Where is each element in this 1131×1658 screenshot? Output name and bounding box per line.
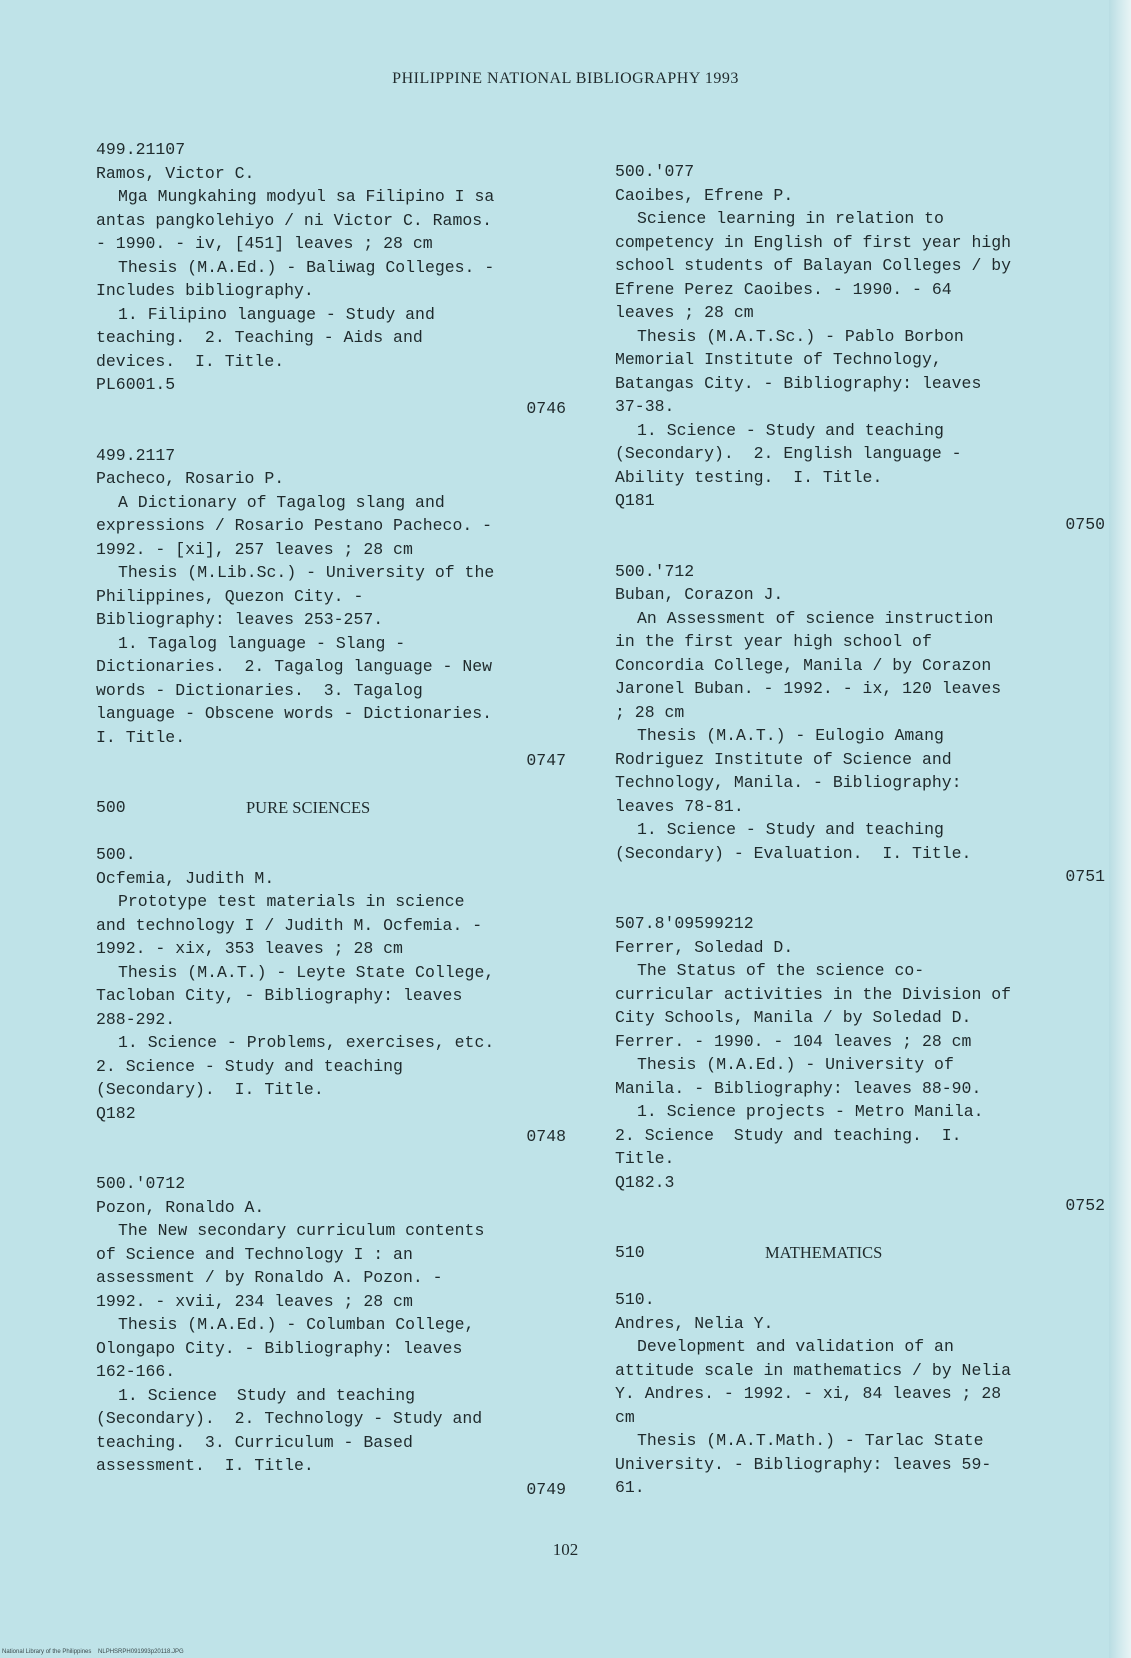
bibliography-line: Thesis (M.A.Ed.) - Columban College, xyxy=(118,1315,475,1334)
bibliography-line: Title. xyxy=(615,1149,675,1168)
bibliography-line: Jaronel Buban. - 1992. - ix, 120 leaves xyxy=(615,679,1002,698)
bibliography-line: 1992. - xvii, 234 leaves ; 28 cm xyxy=(96,1291,413,1311)
bibliography-line: 2. Science Study and teaching. I. xyxy=(615,1125,962,1145)
bibliography-line: Q181 xyxy=(615,491,655,510)
bibliography-line: 1. Science - Study and teaching xyxy=(637,820,944,839)
spacer xyxy=(615,1218,1105,1242)
bibliography-line: Thesis (M.A.Ed.) - University of xyxy=(637,1055,954,1074)
section-title: PURE SCIENCES xyxy=(246,798,371,817)
bibliography-line: attitude scale in mathematics / by Nelia xyxy=(615,1360,1012,1380)
bibliography-line: 1. Science - Study and teaching xyxy=(637,420,944,440)
bibliography-line: Ocfemia, Judith M. xyxy=(96,868,275,888)
running-head: PHILIPPINE NATIONAL BIBLIOGRAPHY 1993 xyxy=(392,70,739,87)
bibliography-line: antas pangkolehiyo / ni Victor C. Ramos. xyxy=(96,210,493,230)
bibliography-line: Pozon, Ronaldo A. xyxy=(96,1197,265,1217)
bibliography-line: Dictionaries. 2. Tagalog language - New xyxy=(96,657,493,676)
bibliography-line: and technology I / Judith M. Ocfemia. - xyxy=(96,915,483,935)
bibliography-line: Olongapo City. - Bibliography: leaves xyxy=(96,1338,463,1358)
right-column xyxy=(615,160,1105,1500)
bibliography-line: Q182 xyxy=(96,1103,136,1123)
bibliography-line: Thesis (M.A.T.Sc.) - Pablo Borbon xyxy=(637,326,964,346)
bibliography-line: Thesis (M.A.T.) - Leyte State College, xyxy=(118,962,495,982)
bibliography-line: leaves 78-81. xyxy=(615,796,744,816)
spacer xyxy=(96,820,566,844)
bibliography-line: teaching. 3. Curriculum - Based xyxy=(96,1432,413,1452)
bibliography-line: An Assessment of science instruction xyxy=(637,608,994,628)
bibliography-line: ; 28 cm xyxy=(615,702,685,722)
spacer xyxy=(96,420,566,444)
scan-footer-note: National Library of the Philippines NLPHSRPH091993p20118.JPG xyxy=(2,1649,184,1655)
left-column xyxy=(96,138,566,1501)
bibliography-line: 1992. - [xi], 257 leaves ; 28 cm xyxy=(96,539,413,559)
bibliography-line: 499.21107 xyxy=(96,140,186,159)
spacer xyxy=(615,889,1105,913)
bibliography-line: (Secondary). I. Title. xyxy=(96,1080,324,1099)
entry-number: 0747 xyxy=(526,751,566,770)
bibliography-line: Batangas City. - Bibliography: leaves xyxy=(615,373,982,393)
entry-number: 0748 xyxy=(526,1127,566,1146)
bibliography-line: 61. xyxy=(615,1478,645,1497)
entry-number: 0751 xyxy=(1065,867,1105,886)
bibliography-line: Bibliography: leaves 253-257. xyxy=(96,610,384,629)
bibliography-line: 1. Science Study and teaching xyxy=(118,1385,416,1405)
bibliography-line: The Status of the science co- xyxy=(637,961,925,980)
bibliography-line: words - Dictionaries. 3. Tagalog xyxy=(96,680,423,700)
bibliography-line: 500. xyxy=(96,845,136,864)
bibliography-line: Thesis (M.A.Ed.) - Baliwag Colleges. - xyxy=(118,257,495,277)
bibliography-line: Concordia College, Manila / by Corazon xyxy=(615,655,992,675)
bibliography-line: 1. Filipino language - Study and xyxy=(118,304,435,324)
section-heading xyxy=(96,796,566,820)
bibliography-line: 499.2117 xyxy=(96,445,176,465)
section-title: MATHEMATICS xyxy=(765,1243,883,1262)
spacer xyxy=(96,1149,566,1173)
bibliography-line: 510. xyxy=(615,1290,655,1309)
bibliography-line: Andres, Nelia Y. xyxy=(615,1313,774,1333)
bibliography-line: 288-292. xyxy=(96,1009,176,1029)
section-number: 510 xyxy=(615,1243,645,1262)
bibliography-line: Tacloban City, - Bibliography: leaves xyxy=(96,986,463,1005)
bibliography-line: Mga Mungkahing modyul sa Filipino I sa xyxy=(118,187,495,206)
bibliography-line: I. Title. xyxy=(96,727,186,747)
section-number: 500 xyxy=(96,798,126,817)
bibliography-line: Ramos, Victor C. xyxy=(96,163,255,183)
bibliography-line: assessment / by Ronaldo A. Pozon. - xyxy=(96,1268,443,1287)
bibliography-line: Memorial Institute of Technology, xyxy=(615,350,942,369)
bibliography-line: Philippines, Quezon City. - xyxy=(96,586,364,606)
bibliography-line: 1. Science - Problems, exercises, etc. xyxy=(118,1033,495,1052)
bibliography-line: (Secondary). 2. English language - xyxy=(615,444,962,463)
bibliography-line: teaching. 2. Teaching - Aids and xyxy=(96,328,423,347)
bibliography-line: - 1990. - iv, [451] leaves ; 28 cm xyxy=(96,234,433,253)
bibliography-line: Thesis (M.A.T.Math.) - Tarlac State xyxy=(637,1431,984,1450)
bibliography-line: 1. Science projects - Metro Manila. xyxy=(637,1102,984,1121)
bibliography-line: devices. I. Title. xyxy=(96,351,285,371)
bibliography-line: 162-166. xyxy=(96,1362,176,1381)
bibliography-line: A Dictionary of Tagalog slang and xyxy=(118,492,445,512)
bibliography-line: in the first year high school of xyxy=(615,632,932,651)
bibliography-line: Y. Andres. - 1992. - xi, 84 leaves ; 28 xyxy=(615,1384,1002,1403)
bibliography-line: leaves ; 28 cm xyxy=(615,303,754,322)
bibliography-line: Rodriguez Institute of Science and xyxy=(615,749,952,769)
page-edge-shadow xyxy=(1109,0,1131,1658)
entry-number: 0750 xyxy=(1065,514,1105,534)
spacer xyxy=(96,773,566,797)
bibliography-line: Efrene Perez Caoibes. - 1990. - 64 xyxy=(615,279,952,299)
spacer xyxy=(615,1265,1105,1289)
bibliography-line: 500.'0712 xyxy=(96,1174,186,1193)
bibliography-line: Prototype test materials in science xyxy=(118,892,465,911)
bibliography-line: 1. Tagalog language - Slang - xyxy=(118,633,406,653)
bibliography-line: curricular activities in the Division of xyxy=(615,984,1012,1004)
bibliography-line: Ability testing. I. Title. xyxy=(615,467,883,487)
bibliography-line: Manila. - Bibliography: leaves 88-90. xyxy=(615,1078,982,1098)
bibliography-line: Science learning in relation to xyxy=(637,209,944,228)
bibliography-line: 2. Science - Study and teaching xyxy=(96,1056,403,1076)
bibliography-line: 500.'712 xyxy=(615,561,695,581)
bibliography-line: Ferrer. - 1990. - 104 leaves ; 28 cm xyxy=(615,1031,972,1051)
spacer xyxy=(615,536,1105,560)
entry-number: 0752 xyxy=(1065,1196,1105,1215)
bibliography-line: assessment. I. Title. xyxy=(96,1456,314,1475)
bibliography-line: Pacheco, Rosario P. xyxy=(96,469,285,488)
bibliography-line: The New secondary curriculum contents xyxy=(118,1221,485,1240)
bibliography-line: University. - Bibliography: leaves 59- xyxy=(615,1454,992,1474)
bibliography-line: Thesis (M.A.T.) - Eulogio Amang xyxy=(637,726,944,745)
bibliography-line: Includes bibliography. xyxy=(96,281,314,300)
bibliography-line: expressions / Rosario Pestano Pacheco. - xyxy=(96,516,493,535)
bibliography-line: 500.'077 xyxy=(615,162,695,181)
bibliography-line: cm xyxy=(615,1407,635,1427)
bibliography-line: 507.8'09599212 xyxy=(615,914,754,933)
bibliography-line: Caoibes, Efrene P. xyxy=(615,185,794,205)
bibliography-line: of Science and Technology I : an xyxy=(96,1244,413,1264)
bibliography-line: Technology, Manila. - Bibliography: xyxy=(615,773,962,792)
bibliography-line: 37-38. xyxy=(615,397,675,416)
page-number: 102 xyxy=(552,1540,579,1559)
bibliography-line: Q182.3 xyxy=(615,1172,675,1192)
entry-number: 0749 xyxy=(526,1479,566,1499)
bibliography-line: 1992. - xix, 353 leaves ; 28 cm xyxy=(96,939,403,958)
bibliography-line: Development and validation of an xyxy=(637,1337,954,1356)
bibliography-line: (Secondary). 2. Technology - Study and xyxy=(96,1409,483,1428)
bibliography-line: City Schools, Manila / by Soledad D. xyxy=(615,1008,972,1027)
bibliography-line: Thesis (M.Lib.Sc.) - University of the xyxy=(118,563,495,582)
bibliography-line: competency in English of first year high xyxy=(615,232,1012,252)
section-heading xyxy=(615,1241,1105,1265)
bibliography-line: Buban, Corazon J. xyxy=(615,585,784,604)
bibliography-line: (Secondary) - Evaluation. I. Title. xyxy=(615,843,972,863)
bibliography-line: Ferrer, Soledad D. xyxy=(615,937,794,957)
entry-number: 0746 xyxy=(526,398,566,418)
bibliography-line: language - Obscene words - Dictionaries. xyxy=(96,704,493,723)
bibliography-line: school students of Balayan Colleges / by xyxy=(615,256,1012,275)
bibliography-line: PL6001.5 xyxy=(96,375,176,394)
